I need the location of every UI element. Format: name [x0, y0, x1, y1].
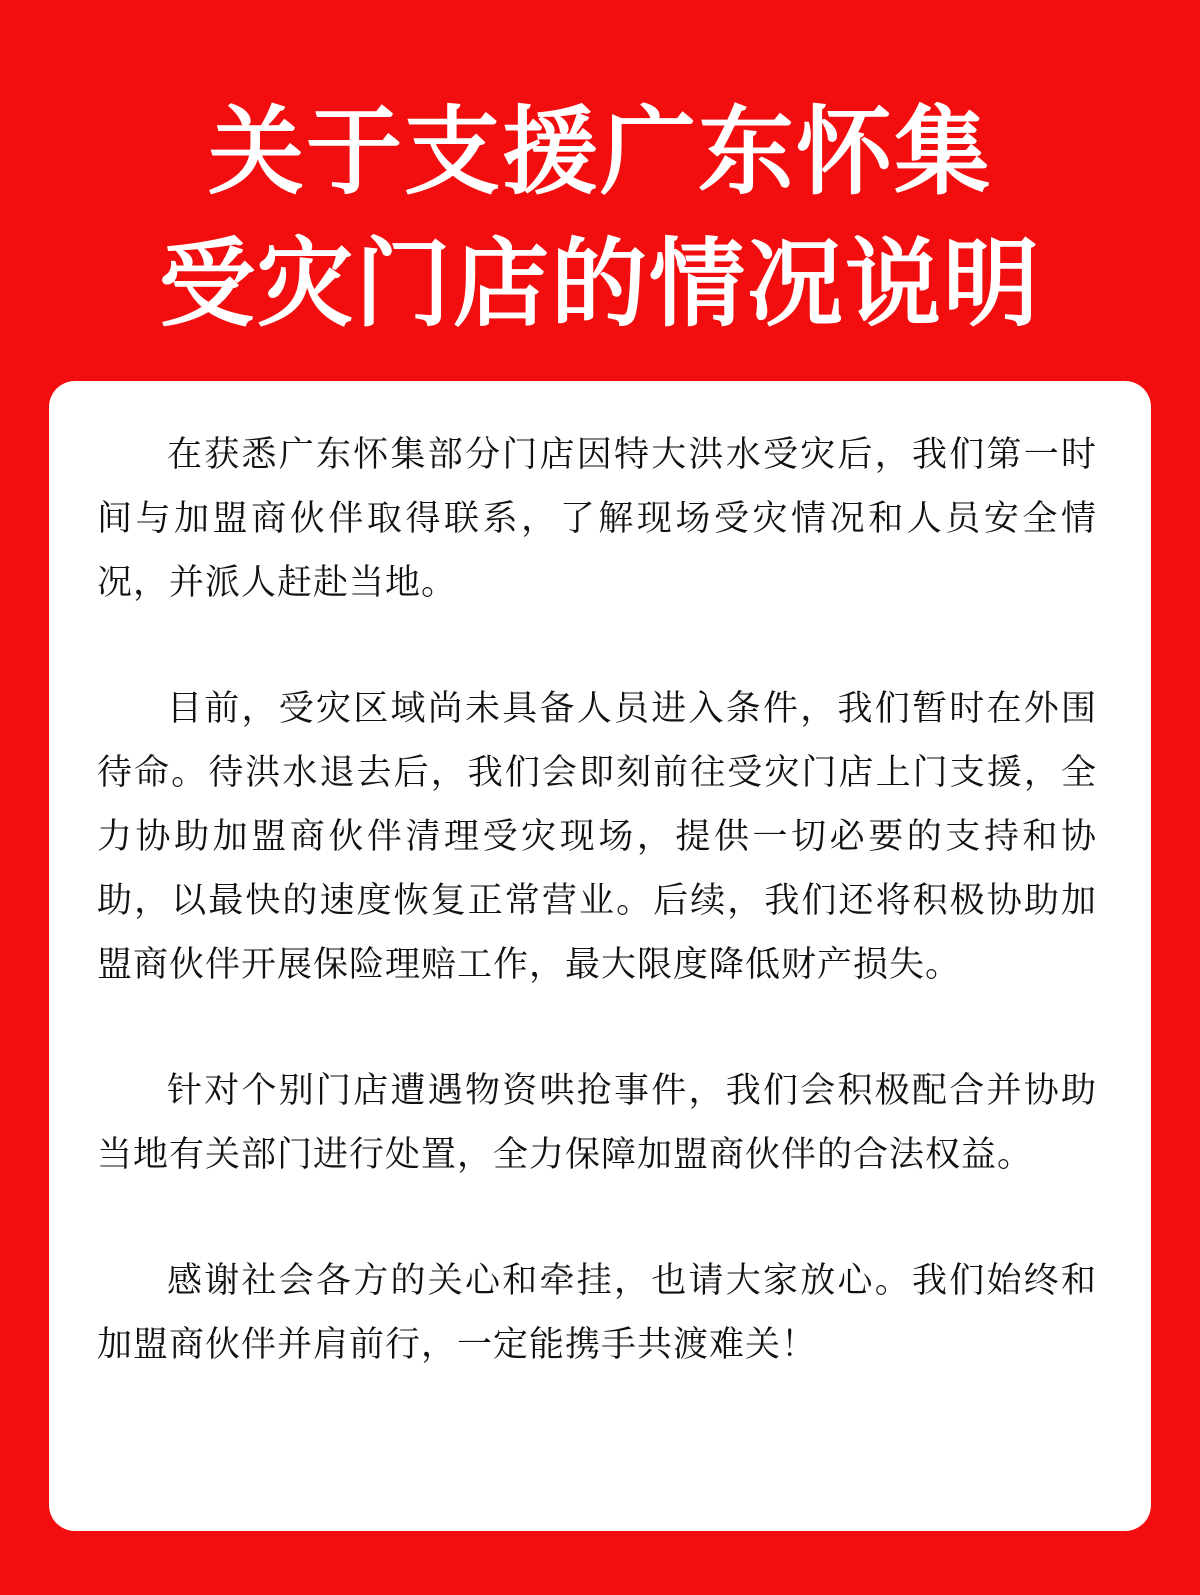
paragraph-1: 在获悉广东怀集部分门店因特大洪水受灾后，我们第一时间与加盟商伙伴取得联系，了解现场受灾情况和人员安全情况，并派人赶赴当地。 — [97, 435, 1097, 603]
paragraph-3: 针对个别门店遭遇物资哄抢事件，我们会积极配合并协助当地有关部门进行处置，全力保障加盟商伙伴的合法权益。 — [97, 1071, 1097, 1175]
title-line-1: 关于支援广东怀集 — [208, 96, 992, 208]
paragraph-4: 感谢社会各方的关心和牵挂，也请大家放心。我们始终和加盟商伙伴并肩前行，一定能携手共渡难关！ — [97, 1261, 1097, 1365]
notice-card — [49, 381, 1151, 1531]
notice-title — [0, 86, 1200, 350]
notice-body — [97, 423, 1097, 1439]
paragraph-2: 目前，受灾区域尚未具备人员进入条件，我们暂时在外围待命。待洪水退去后，我们会即刻前往受灾门店上门支援，全力协助加盟商伙伴清理受灾现场，提供一切必要的支持和协助，以最快的速度恢复正常营业。后续，我们还将积极协助加盟商伙伴开展保险理赔工作，最大限度降低财产损失。 — [97, 689, 1097, 985]
title-line-2: 受灾门店的情况说明 — [159, 228, 1041, 340]
